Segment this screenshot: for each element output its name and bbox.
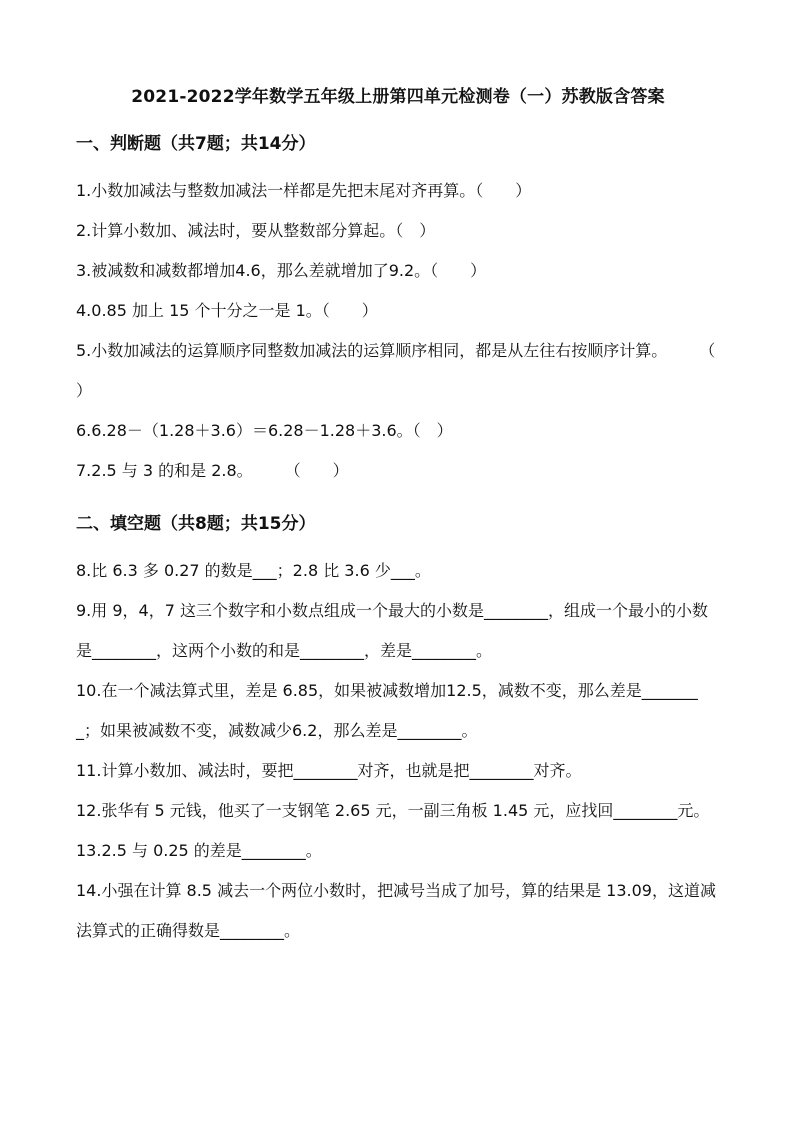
question-12: 12.张华有 5 元钱，他买了一支钢笔 2.65 元，一副三角板 1.45 元，应找回________元。 <box>76 801 710 820</box>
question-3: 3.被减数和减数都增加4.6，那么差就增加了9.2。（ ） <box>76 261 487 280</box>
question-6: 6.6.28－（1.28＋3.6）＝6.28－1.28＋3.6。（ ） <box>76 421 453 440</box>
question-9: 9.用 9，4，7 这三个数字和小数点组成一个最大的小数是________，组成一个最小的小数是________，这两个小数的和是________，差是________。 <box>76 601 708 660</box>
question-11: 11.计算小数加、减法时，要把________对齐，也就是把________对齐。 <box>76 761 582 780</box>
page-title: 2021-2022学年数学五年级上册第四单元检测卷（一）苏教版含答案 <box>131 87 665 107</box>
section-fill-blank <box>76 509 720 951</box>
section-heading: 一、判断题（共7题；共14分） <box>76 134 316 154</box>
question-4: 4.0.85 加上 15 个十分之一是 1。（ ） <box>76 301 378 320</box>
question-10: 10.在一个减法算式里，差是 6.85，如果被减数增加12.5，减数不变，那么差是________；如果被减数不变，减数减少6.2，那么差是________。 <box>76 681 698 740</box>
question-2: 2.计算小数加、减法时，要从整数部分算起。（ ） <box>76 221 436 240</box>
section-heading: 二、填空题（共8题；共15分） <box>76 514 316 534</box>
question-8: 8.比 6.3 多 0.27 的数是___；2.8 比 3.6 少___。 <box>76 561 431 580</box>
question-1: 1.小数加减法与整数加减法一样都是先把末尾对齐再算。（ ） <box>76 181 532 200</box>
question-7: 7.2.5 与 3 的和是 2.8。 （ ） <box>76 461 349 480</box>
page-bottom-space <box>76 951 720 971</box>
question-14: 14.小强在计算 8.5 减去一个两位小数时，把减号当成了加号，算的结果是 13.09，这道减法算式的正确得数是________。 <box>76 881 716 940</box>
question-5: 5.小数加减法的运算顺序同整数加减法的运算顺序相同，都是从左往右按顺序计算。 （ ） <box>76 341 748 400</box>
question-13: 13.2.5 与 0.25 的差是________。 <box>76 841 322 860</box>
section-true-false <box>76 129 748 491</box>
